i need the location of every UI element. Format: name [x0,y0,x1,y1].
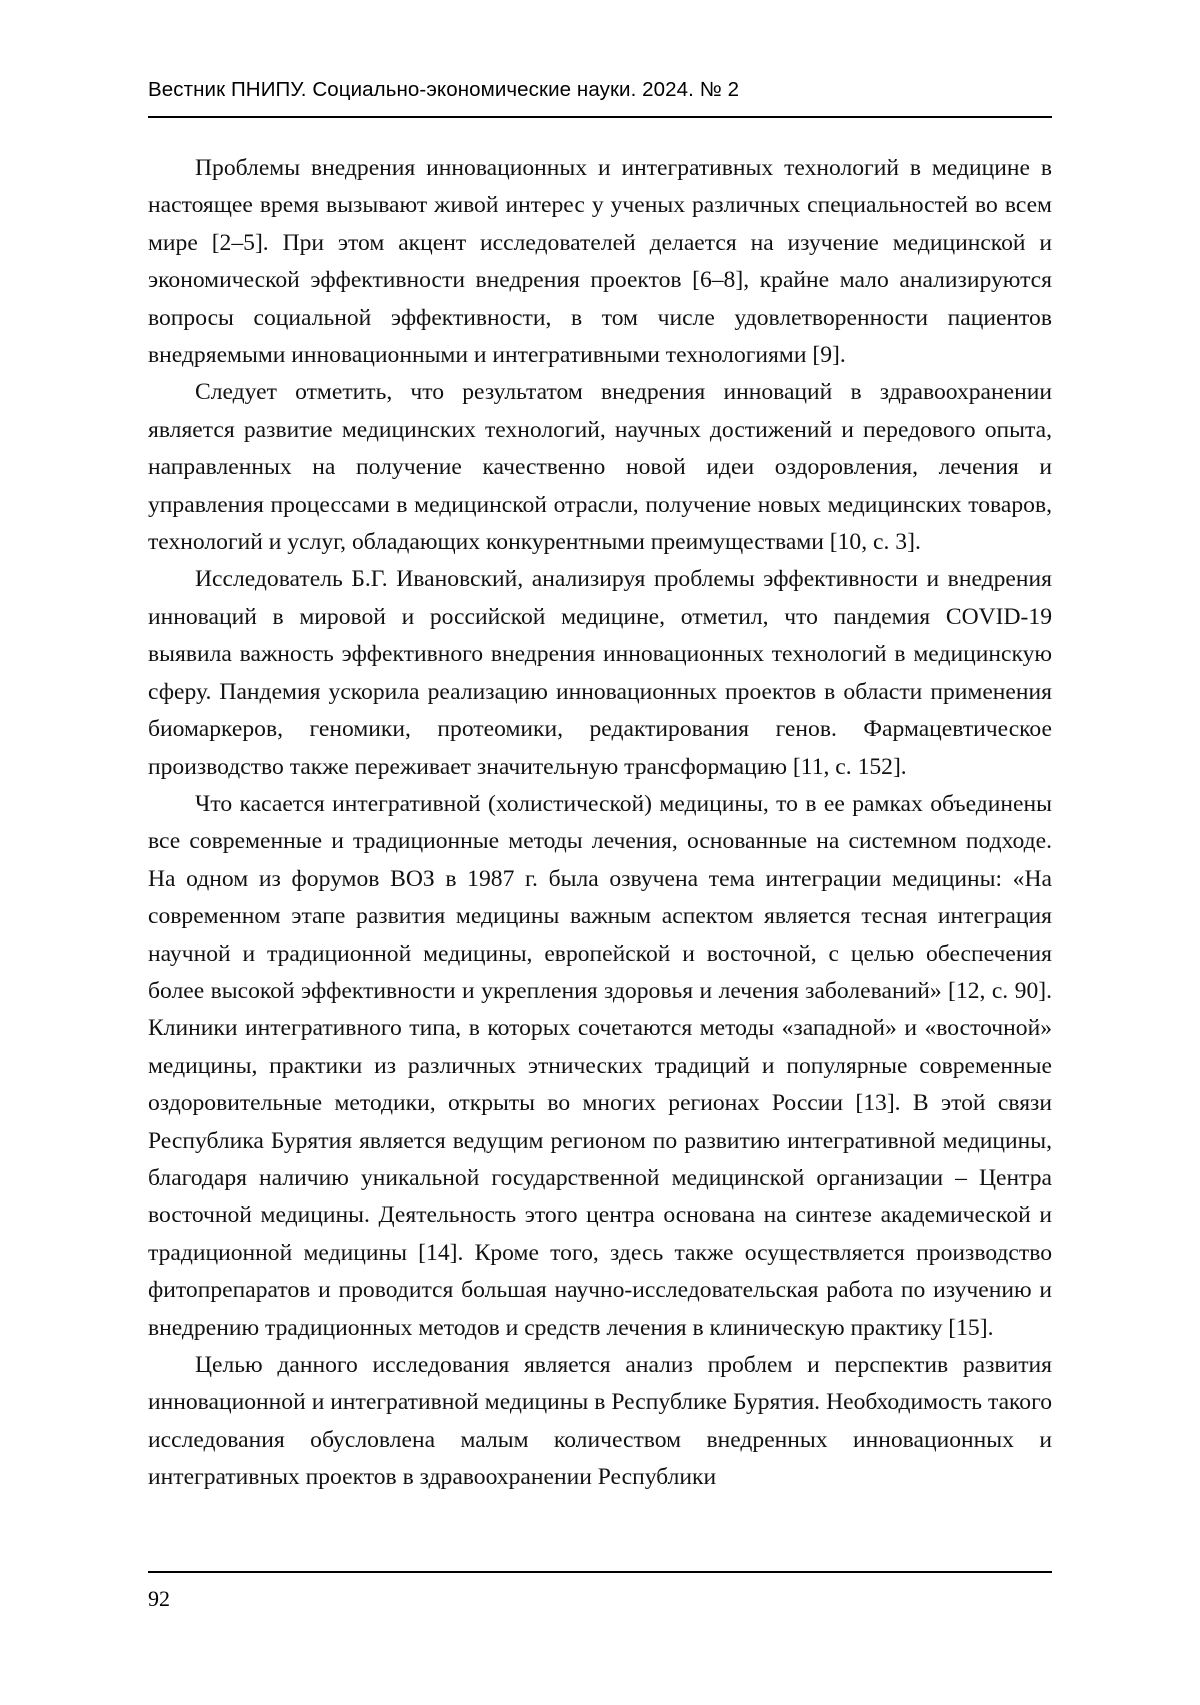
body-text-column [148,150,1052,1497]
paragraph: Исследователь Б.Г. Ивановский, анализируя проблемы эффективности и внедрения инноваций в мировой и российской медицине, отметил, что пандемия COVID-19 выявила важность эффективного внедрения инновационных технологий в медицинскую сферу. Пандемия ускорила реализацию инновационных проектов в области применения биомаркеров, геномики, протеомики, редактирования генов. Фармацевтическое производство также переживает значительную трансформацию [11, с. 152]. [148,566,1052,780]
paragraph: Что касается интегративной (холистической) медицины, то в ее рамках объединены все современные и традиционные методы лечения, основанные на системном подходе. На одном из форумов ВОЗ в 1987 г. была озвучена тема интеграции медицины: «На современном этапе развития медицины важным аспектом является тесная интеграция научной и традиционной медицины, европейской и восточной, с целью обеспечения более высокой эффективности и укрепления здоровья и лечения заболеваний» [12, с. 90]. Клиники интегративного типа, в которых сочетаются методы «западной» и «восточной» медицины, практики из различных этнических традиций и популярные современные оздоровительные методики, открыты во многих регионах России [13]. В этой связи Республика Бурятия является ведущим регионом по развитию интегративной медицины, благодаря наличию уникальной государственной медицинской организации – Центра восточной медицины. Деятельность этого центра основана на синтезе академической и традиционной медицины [14]. Кроме того, здесь также осуществляется производство фитопрепаратов и проводится большая научно-исследовательская работа по изучению и внедрению традиционных методов и средств лечения в клиническую практику [15]. [148,790,1052,1341]
footer-divider [148,1571,1052,1573]
paragraph: Следует отметить, что результатом внедрения инноваций в здравоохранении является развитие медицинских технологий, научных достижений и передового опыта, направленных на получение качественно новой идеи оздоровления, лечения и управления процессами в медицинской отрасли, получение новых медицинских товаров, технологий и услуг, обладающих конкурентными преимуществами [10, с. 3]. [148,379,1052,556]
running-header: Вестник ПНИПУ. Социально-экономические науки. 2024. № 2 [148,78,740,101]
page-number: 92 [148,1586,170,1611]
header-divider [148,116,1052,118]
paragraph: Проблемы внедрения инновационных и интегративных технологий в медицине в настоящее время вызывают живой интерес у ученых различных специальностей во всем мире [2–5]. При этом акцент исследователей делается на изучение медицинской и экономической эффективности внедрения проектов [6–8], крайне мало анализируются вопросы социальной эффективности, в том числе удовлетворенности пациентов внедряемыми инновационными и интегративными технологиями [9]. [148,155,1052,369]
paragraph: Целью данного исследования является анализ проблем и перспектив развития инновационной и интегративной медицины в Республике Бурятия. Необходимость такого исследования обусловлена малым количеством внедренных инновационных и интегративных проектов в здравоохранении Республики [148,1352,1052,1491]
